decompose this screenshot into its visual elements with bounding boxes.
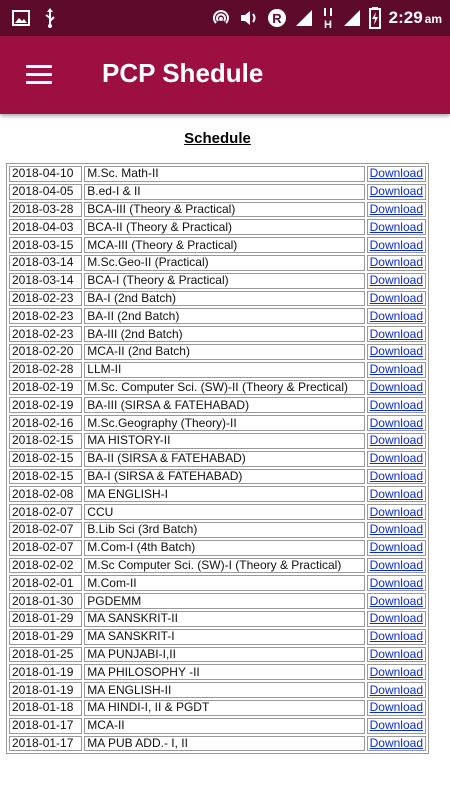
table-row [9,629,426,645]
row-course: MCA-II (2nd Batch) [84,344,364,360]
row-date: 2018-02-23 [9,308,82,324]
row-date: 2018-01-25 [9,647,82,663]
table-row [9,540,426,556]
download-link[interactable]: Download [369,451,423,466]
row-date: 2018-02-28 [9,362,82,378]
table-row [9,522,426,538]
row-download-cell [367,308,426,324]
row-download-cell [367,647,426,663]
table-row [9,647,426,663]
row-course: M.Sc. Computer Sci. (SW)-II (Theory & Prectical) [84,380,364,396]
row-download-cell [367,664,426,680]
svg-text:R: R [271,11,282,26]
table-row [9,415,426,431]
row-course: MA PUNJABI-I,II [84,647,364,663]
row-download-cell [367,397,426,413]
download-link[interactable]: Download [369,397,423,412]
row-date: 2018-02-01 [9,575,82,591]
row-download-cell [367,522,426,538]
battery-charging-icon [369,7,381,29]
row-course: BA-II (SIRSA & FATEHABAD) [84,451,364,467]
download-link[interactable]: Download [369,575,423,590]
row-date: 2018-02-15 [9,433,82,449]
row-course: MA ENGLISH-II [84,682,364,698]
row-date: 2018-04-05 [9,184,82,200]
download-link[interactable]: Download [369,344,423,359]
schedule-table [6,163,429,754]
schedule-content[interactable] [0,114,450,800]
row-course: MA SANSKRIT-II [84,611,364,627]
row-date: 2018-02-16 [9,415,82,431]
table-row [9,219,426,235]
row-download-cell [367,575,426,591]
download-link[interactable]: Download [369,415,423,430]
row-download-cell [367,486,426,502]
row-date: 2018-02-15 [9,451,82,467]
row-download-cell [367,469,426,485]
download-link[interactable]: Download [369,290,423,305]
row-date: 2018-02-07 [9,540,82,556]
row-course: BA-II (2nd Batch) [84,308,364,324]
row-course: LLM-II [84,362,364,378]
download-link[interactable]: Download [369,184,423,199]
download-link[interactable]: Download [369,504,423,519]
row-download-cell [367,237,426,253]
download-link[interactable]: Download [369,682,423,697]
download-link[interactable]: Download [369,557,423,572]
hotspot-icon [211,8,231,28]
clock: 2:29 am [388,8,442,27]
row-course: BA-III (2nd Batch) [84,326,364,342]
row-date: 2018-01-17 [9,736,82,752]
row-course: MA PHILOSOPHY -II [84,664,364,680]
row-date: 2018-01-19 [9,664,82,680]
row-date: 2018-02-07 [9,504,82,520]
row-download-cell [367,629,426,645]
row-date: 2018-02-20 [9,344,82,360]
row-course: BCA-II (Theory & Practical) [84,219,364,235]
download-link[interactable]: Download [369,735,423,750]
table-row [9,682,426,698]
table-row [9,736,426,752]
row-download-cell [367,255,426,271]
row-course: BCA-III (Theory & Practical) [84,202,364,218]
row-date: 2018-02-02 [9,558,82,574]
row-download-cell [367,184,426,200]
download-link[interactable]: Download [369,629,423,644]
row-date: 2018-02-07 [9,522,82,538]
r-badge-icon [267,8,287,28]
row-course: MCA-III (Theory & Practical) [84,237,364,253]
row-date: 2018-01-19 [9,682,82,698]
row-date: 2018-01-30 [9,593,82,609]
row-course: M.Com-I (4th Batch) [84,540,364,556]
download-link[interactable]: Download [369,486,423,501]
table-row [9,433,426,449]
row-download-cell [367,326,426,342]
table-row [9,202,426,218]
download-link[interactable]: Download [369,593,423,608]
download-link[interactable]: Download [369,255,423,270]
row-course: M.Com-II [84,575,364,591]
row-download-cell [367,273,426,289]
table-row [9,700,426,716]
download-link[interactable]: Download [369,379,423,394]
image-icon [12,10,30,26]
table-row [9,611,426,627]
table-row [9,326,426,342]
row-course: MCA-II [84,718,364,734]
row-course: M.Sc Computer Sci. (SW)-I (Theory & Practical) [84,558,364,574]
download-link[interactable]: Download [369,201,423,216]
row-course: M.Sc.Geo-II (Practical) [84,255,364,271]
download-link[interactable]: Download [369,468,423,483]
row-download-cell [367,540,426,556]
row-course: MA PUB ADD.- I, II [84,736,364,752]
table-row [9,362,426,378]
download-link[interactable]: Download [369,664,423,679]
row-download-cell [367,415,426,431]
download-link[interactable]: Download [369,433,423,448]
table-row [9,291,426,307]
row-download-cell [367,291,426,307]
download-link[interactable]: Download [369,362,423,377]
volume-icon [239,8,259,28]
row-date: 2018-03-14 [9,273,82,289]
table-row [9,451,426,467]
row-download-cell [367,558,426,574]
app-bar [0,36,450,114]
download-link[interactable]: Download [369,237,423,252]
row-download-cell [367,166,426,182]
row-date: 2018-01-29 [9,629,82,645]
row-download-cell [367,504,426,520]
table-row [9,397,426,413]
signal-icon [343,9,361,27]
row-date: 2018-03-14 [9,255,82,271]
download-link[interactable]: Download [369,718,423,733]
row-course: B.Lib Sci (3rd Batch) [84,522,364,538]
usb-icon [44,8,56,28]
row-date: 2018-02-23 [9,291,82,307]
signal-icon [295,9,313,27]
status-bar [0,0,450,36]
row-download-cell [367,593,426,609]
row-date: 2018-01-17 [9,718,82,734]
row-date: 2018-03-15 [9,237,82,253]
row-download-cell [367,344,426,360]
download-link[interactable]: Download [369,522,423,537]
download-link[interactable]: Download [369,273,423,288]
row-course: BA-I (2nd Batch) [84,291,364,307]
row-download-cell [367,380,426,396]
row-date: 2018-02-19 [9,397,82,413]
row-download-cell [367,433,426,449]
row-course: M.Sc.Geography (Theory)-II [84,415,364,431]
download-link[interactable]: Download [369,166,423,181]
row-download-cell [367,718,426,734]
table-row [9,184,426,200]
download-link[interactable]: Download [369,646,423,661]
row-course: MA HINDI-I, II & PGDT [84,700,364,716]
download-link[interactable]: Download [369,326,423,341]
row-date: 2018-04-03 [9,219,82,235]
row-download-cell [367,700,426,716]
row-date: 2018-02-19 [9,380,82,396]
data-h-icon [321,7,335,29]
row-download-cell [367,682,426,698]
row-course: BCA-I (Theory & Practical) [84,273,364,289]
app-title: PCP Shedule [102,58,264,88]
svg-text:H: H [323,19,332,29]
download-link[interactable]: Download [369,611,423,626]
row-course: MA HISTORY-II [84,433,364,449]
row-course: M.Sc. Math-II [84,166,364,182]
row-download-cell [367,611,426,627]
table-row [9,504,426,520]
download-link[interactable]: Download [369,219,423,234]
row-course: B.ed-I & II [84,184,364,200]
table-row [9,166,426,182]
row-download-cell [367,736,426,752]
table-row [9,718,426,734]
row-download-cell [367,451,426,467]
row-download-cell [367,362,426,378]
row-course: CCU [84,504,364,520]
table-row [9,255,426,271]
table-row [9,380,426,396]
page-heading: Schedule [184,130,251,147]
table-row [9,344,426,360]
download-link[interactable]: Download [369,700,423,715]
row-course: MA SANSKRIT-I [84,629,364,645]
row-date: 2018-02-08 [9,486,82,502]
table-row [9,593,426,609]
row-date: 2018-01-18 [9,700,82,716]
table-row [9,469,426,485]
row-date: 2018-01-29 [9,611,82,627]
table-row [9,575,426,591]
row-download-cell [367,202,426,218]
row-date: 2018-02-15 [9,469,82,485]
row-date: 2018-02-23 [9,326,82,342]
row-course: PGDEMM [84,593,364,609]
download-link[interactable]: Download [369,540,423,555]
row-date: 2018-04-10 [9,166,82,182]
row-download-cell [367,219,426,235]
row-course: BA-III (SIRSA & FATEHABAD) [84,397,364,413]
table-row [9,486,426,502]
download-link[interactable]: Download [369,308,423,323]
table-row [9,273,426,289]
table-row [9,664,426,680]
row-course: MA ENGLISH-I [84,486,364,502]
table-row [9,308,426,324]
hamburger-menu-icon[interactable] [26,65,54,85]
row-course: BA-I (SIRSA & FATEHABAD) [84,469,364,485]
row-date: 2018-03-28 [9,202,82,218]
table-row [9,237,426,253]
table-row [9,558,426,574]
